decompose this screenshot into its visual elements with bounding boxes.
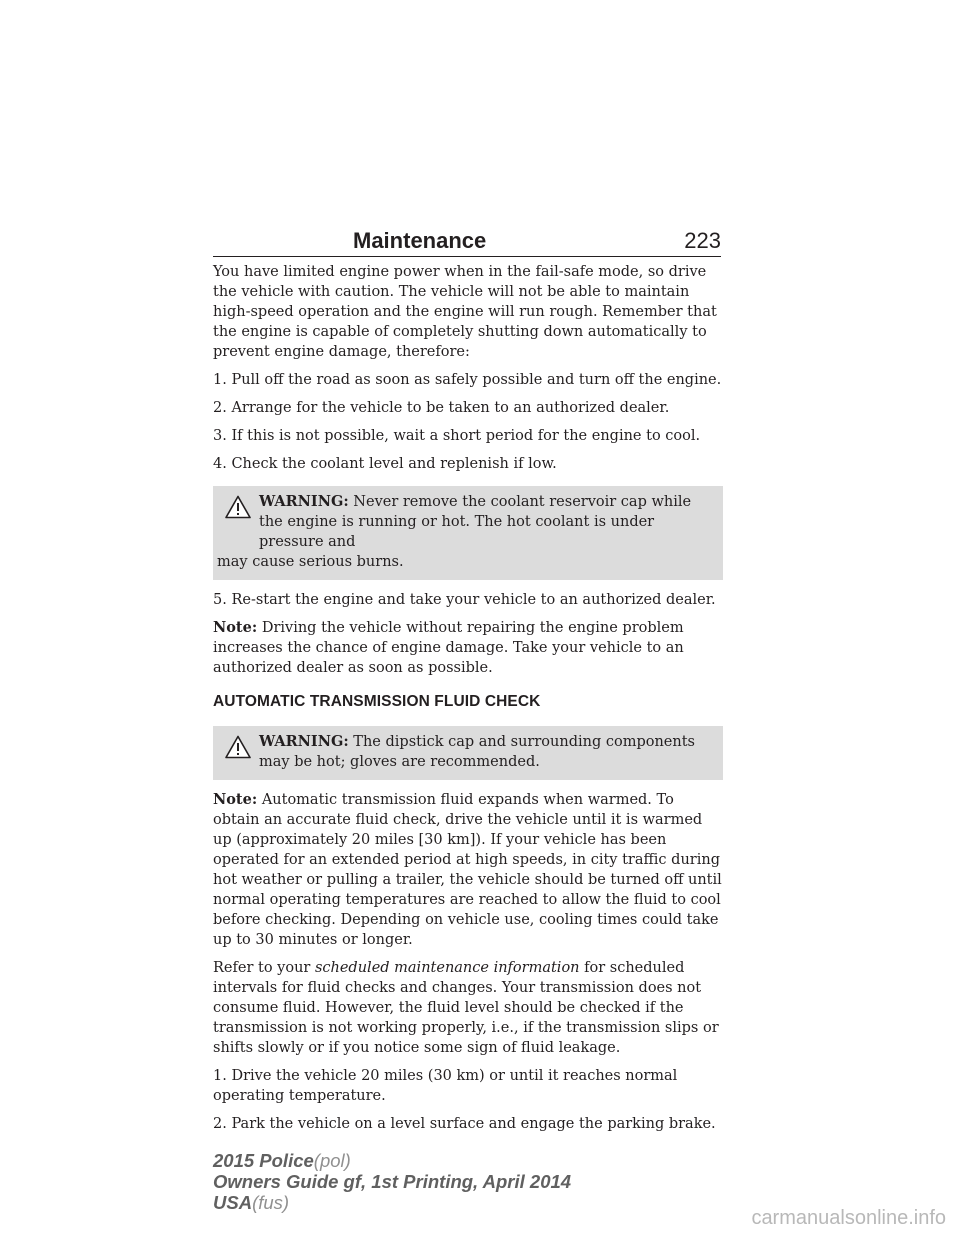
step-item: 1. Pull off the road as soon as safely possible and turn off the engine. xyxy=(213,372,722,388)
document-footer xyxy=(213,1150,571,1213)
note-text: Automatic transmission fluid expands when warmed. To obtain an accurate fluid check, drive the vehicle until it is warmed up (approximately 20 miles [30 km]). If your vehicle has been operated for an extended period at high speeds, in city traffic during hot weather or pulling a trailer, the vehicle should be turned off until normal operating temperatures are reached to allow the fluid to cool before checking. Depending on vehicle use, cooling times could take up to 30 minutes or longer. xyxy=(213,792,722,948)
note-label: Note: xyxy=(213,619,258,636)
warning-text-continued: may cause serious burns. xyxy=(217,554,404,570)
step-item: 2. Park the vehicle on a level surface and engage the parking brake. xyxy=(213,1116,716,1132)
warning-label: WARNING: xyxy=(259,733,349,750)
watermark: carmanualsonline.info xyxy=(751,1207,946,1229)
step-item: 2. Arrange for the vehicle to be taken to an authorized dealer. xyxy=(213,400,670,416)
section-title: Maintenance xyxy=(353,228,487,253)
step-item: 3. If this is not possible, wait a short period for the engine to cool. xyxy=(213,428,701,444)
note-paragraph xyxy=(213,790,723,950)
footer-region: USA xyxy=(213,1192,253,1213)
step-item: 5. Re-start the engine and take your vehicle to an authorized dealer. xyxy=(213,592,716,608)
maintenance-info-reference: scheduled maintenance information xyxy=(314,960,580,976)
note-paragraph xyxy=(213,618,723,678)
note-label: Note: xyxy=(213,791,258,808)
step-item: 1. Drive the vehicle 20 miles (30 km) or until it reaches normal operating temperature. xyxy=(213,1068,678,1104)
footer-guide-info: Owners Guide gf, 1st Printing, April 2014 xyxy=(213,1171,572,1192)
footer-region-code: (fus) xyxy=(252,1192,290,1213)
intro-paragraph: You have limited engine power when in the fail-safe mode, so drive the vehicle with caution. The vehicle will not be able to maintain high-speed operation and the engine will run rough. Remember that the engine is capable of completely shutting down automatically to prevent engine damage, therefore: xyxy=(213,264,717,360)
page-body xyxy=(213,262,723,1142)
page-number: 223 xyxy=(684,228,721,253)
warning-text: Never remove the coolant reservoir cap while the engine is running or hot. The hot coolant is under pressure and xyxy=(259,494,692,550)
warning-text: The dipstick cap and surrounding components may be hot; gloves are recommended. xyxy=(259,734,695,770)
step-item: 4. Check the coolant level and replenish if low. xyxy=(213,456,557,472)
warning-label: WARNING: xyxy=(259,493,349,510)
footer-model: 2015 Police xyxy=(213,1150,314,1171)
warning-box xyxy=(213,486,723,580)
footer-model-code: (pol) xyxy=(313,1150,351,1171)
refer-suffix: for scheduled intervals for fluid checks and changes. Your transmission does not consume fluid. However, the fluid level should be checked if the transmission is not working properly, i.e., if the transmission slips or shifts slowly or if you notice some sign of fluid leakage. xyxy=(213,960,719,1056)
refer-paragraph xyxy=(213,958,723,1058)
warning-triangle-icon xyxy=(225,495,251,519)
warning-box xyxy=(213,726,723,780)
warning-triangle-icon xyxy=(225,735,251,759)
header-rule xyxy=(213,256,721,257)
note-text: Driving the vehicle without repairing the engine problem increases the chance of engine damage. Take your vehicle to an authorized dealer as soon as possible. xyxy=(213,620,684,676)
section-heading: AUTOMATIC TRANSMISSION FLUID CHECK xyxy=(213,693,541,710)
refer-prefix: Refer to your xyxy=(213,960,315,976)
